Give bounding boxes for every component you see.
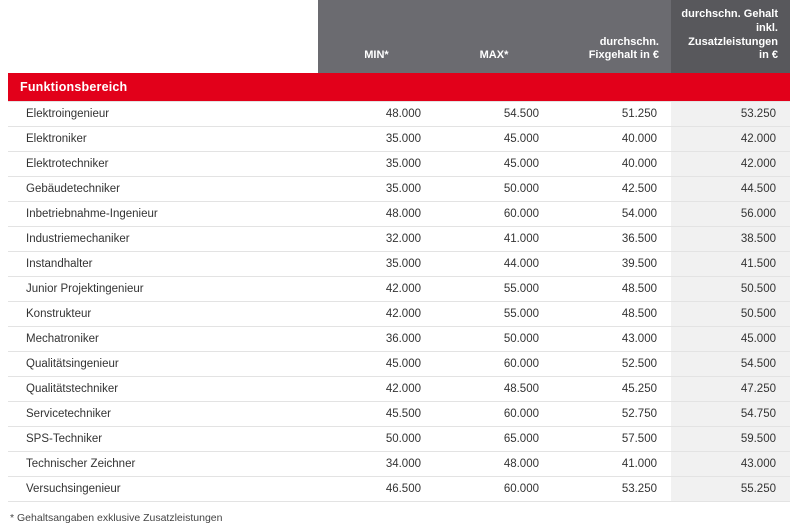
cell-min: 35.000 [318,177,435,202]
cell-incl: 55.250 [671,477,790,502]
salary-table [8,0,790,502]
cell-role: Elektrotechniker [8,152,318,177]
cell-max: 44.000 [435,252,553,277]
cell-fix: 57.500 [553,427,671,452]
cell-role: Instandhalter [8,252,318,277]
table-row [8,202,790,227]
cell-fix: 39.500 [553,252,671,277]
cell-role: Qualitätsingenieur [8,352,318,377]
cell-incl: 42.000 [671,127,790,152]
header-cell-max: MAX* [435,0,553,73]
header-cell-min: MIN* [318,0,435,73]
cell-max: 50.000 [435,177,553,202]
table-row [8,227,790,252]
cell-fix: 36.500 [553,227,671,252]
table-row [8,477,790,502]
cell-fix: 45.250 [553,377,671,402]
cell-max: 60.000 [435,477,553,502]
cell-incl: 53.250 [671,102,790,127]
cell-max: 41.000 [435,227,553,252]
cell-role: SPS-Techniker [8,427,318,452]
cell-max: 65.000 [435,427,553,452]
cell-min: 35.000 [318,127,435,152]
cell-fix: 51.250 [553,102,671,127]
cell-min: 32.000 [318,227,435,252]
cell-max: 48.500 [435,377,553,402]
header-cell-incl [671,0,790,73]
cell-max: 48.000 [435,452,553,477]
header-cell-fix [553,0,671,73]
cell-role: Gebäudetechniker [8,177,318,202]
header-cell-incl-line1: durchschn. Gehalt inkl. [681,8,778,34]
cell-role: Qualitätstechniker [8,377,318,402]
header-cell-fix-line1: durchschn. [599,35,659,48]
cell-incl: 54.500 [671,352,790,377]
cell-min: 45.000 [318,352,435,377]
cell-max: 60.000 [435,352,553,377]
cell-fix: 52.500 [553,352,671,377]
cell-role: Industriemechaniker [8,227,318,252]
cell-min: 42.000 [318,277,435,302]
section-header-row [8,73,790,102]
cell-fix: 40.000 [553,152,671,177]
cell-fix: 41.000 [553,452,671,477]
table-row [8,427,790,452]
header-cell-role [8,0,318,73]
cell-fix: 40.000 [553,127,671,152]
table-row [8,277,790,302]
cell-min: 48.000 [318,102,435,127]
cell-role: Technischer Zeichner [8,452,318,477]
cell-incl: 44.500 [671,177,790,202]
header-cell-incl-line2: Zusatzleistungen in € [688,35,778,62]
footnote: * Gehaltsangaben exklusive Zusatzleistungen [10,512,223,524]
cell-max: 60.000 [435,402,553,427]
cell-role: Konstrukteur [8,302,318,327]
cell-max: 55.000 [435,277,553,302]
cell-incl: 42.000 [671,152,790,177]
cell-fix: 48.500 [553,277,671,302]
table-row [8,352,790,377]
table-row [8,102,790,127]
cell-max: 50.000 [435,327,553,352]
cell-incl: 56.000 [671,202,790,227]
cell-min: 36.000 [318,327,435,352]
cell-incl: 45.000 [671,327,790,352]
cell-max: 60.000 [435,202,553,227]
table-row [8,402,790,427]
cell-min: 50.000 [318,427,435,452]
cell-min: 46.500 [318,477,435,502]
table-row [8,377,790,402]
cell-incl: 38.500 [671,227,790,252]
cell-max: 55.000 [435,302,553,327]
cell-role: Junior Projektingenieur [8,277,318,302]
table-row [8,327,790,352]
cell-min: 35.000 [318,152,435,177]
table-row [8,127,790,152]
cell-fix: 48.500 [553,302,671,327]
cell-incl: 43.000 [671,452,790,477]
cell-role: Servicetechniker [8,402,318,427]
cell-fix: 43.000 [553,327,671,352]
cell-incl: 47.250 [671,377,790,402]
cell-incl: 50.500 [671,277,790,302]
table-body [8,73,790,502]
header-row [8,0,790,73]
table-row [8,152,790,177]
cell-role: Elektroniker [8,127,318,152]
section-title: Funktionsbereich [8,73,790,102]
cell-min: 42.000 [318,377,435,402]
header-cell-fix-line2: Fixgehalt in € [588,49,659,62]
table-row [8,177,790,202]
cell-role: Mechatroniker [8,327,318,352]
cell-max: 45.000 [435,127,553,152]
cell-fix: 53.250 [553,477,671,502]
cell-incl: 54.750 [671,402,790,427]
table-header [8,0,790,73]
cell-role: Elektroingenieur [8,102,318,127]
cell-min: 48.000 [318,202,435,227]
cell-incl: 59.500 [671,427,790,452]
cell-role: Inbetriebnahme-Ingenieur [8,202,318,227]
table-row [8,302,790,327]
cell-fix: 54.000 [553,202,671,227]
cell-min: 45.500 [318,402,435,427]
table-row [8,452,790,477]
cell-min: 35.000 [318,252,435,277]
cell-min: 42.000 [318,302,435,327]
cell-fix: 42.500 [553,177,671,202]
cell-max: 54.500 [435,102,553,127]
cell-fix: 52.750 [553,402,671,427]
cell-max: 45.000 [435,152,553,177]
cell-min: 34.000 [318,452,435,477]
table-row [8,252,790,277]
cell-incl: 41.500 [671,252,790,277]
cell-incl: 50.500 [671,302,790,327]
cell-role: Versuchsingenieur [8,477,318,502]
